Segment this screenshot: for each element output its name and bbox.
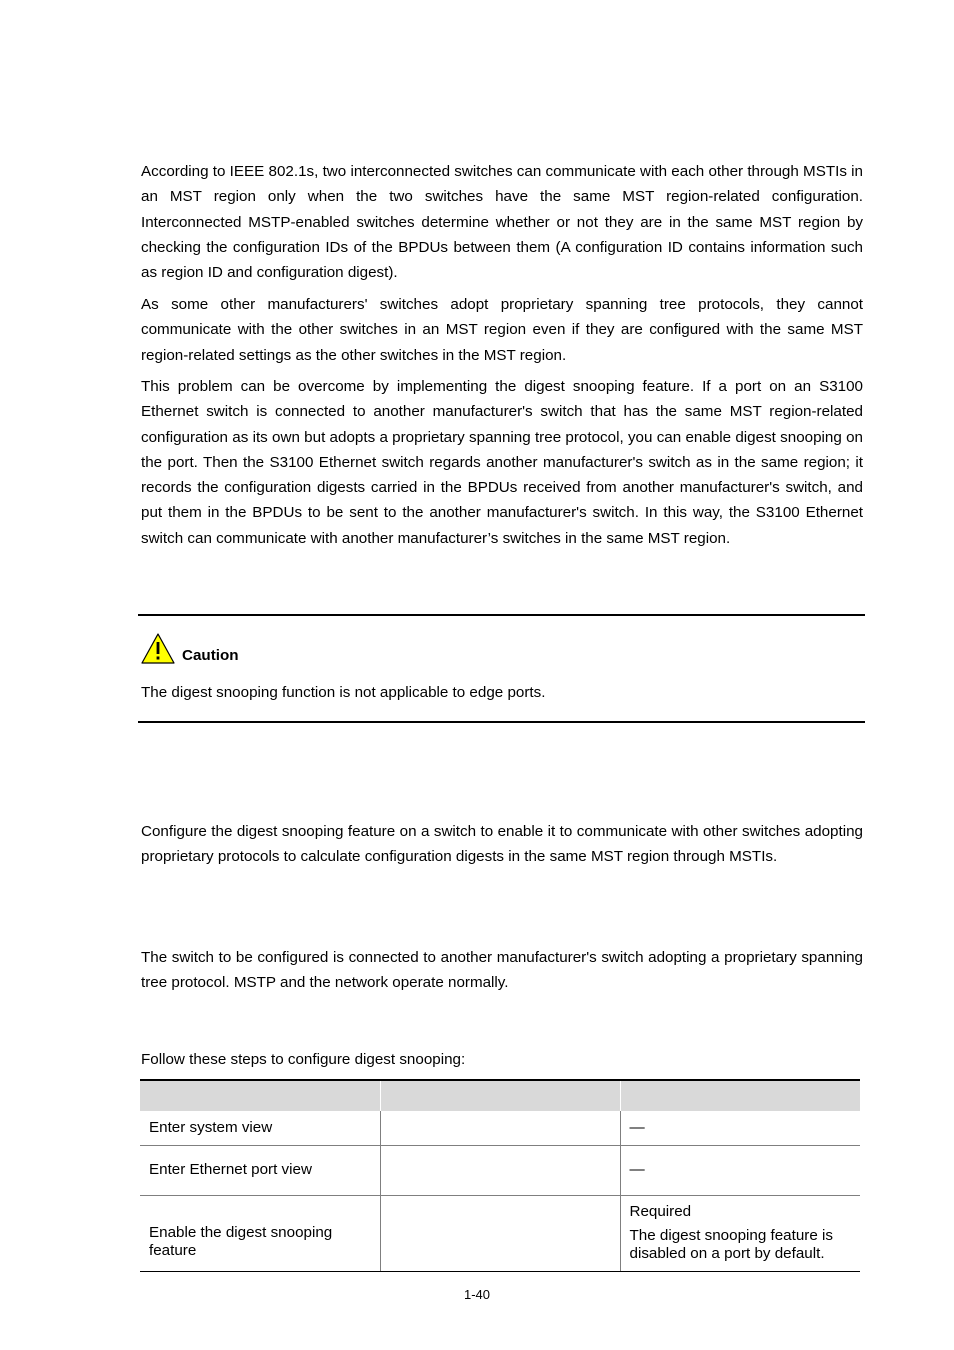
remarks-cell (620, 1145, 860, 1195)
configuration-steps-table (140, 1079, 860, 1272)
procedure-intro: Follow these steps to configure digest snooping: (141, 1051, 466, 1068)
table-row (140, 1111, 860, 1145)
command-cell (380, 1145, 620, 1195)
caution-label: Caution (182, 647, 239, 664)
header-remarks (620, 1080, 860, 1111)
table-header-row (140, 1080, 860, 1111)
caution-bottom-rule (138, 721, 865, 723)
header-command (380, 1080, 620, 1111)
command-cell (380, 1195, 620, 1271)
intro-paragraph: According to IEEE 802.1s, two interconnected switches can communicate with each other through MSTIs in an MST region only when the two switches have the same MST region-related configuration. Interconnected MSTP-enabled switches determine whether or not they are in the same MST region by checking the configuration IDs of the BPDUs between them (A configuration ID contains information such as region ID and configuration digest). (141, 163, 863, 282)
header-operation (140, 1080, 380, 1111)
operation-cell: Enter system view (140, 1111, 380, 1145)
page-number: 1-40 (463, 1287, 491, 1302)
digest-snooping-paragraph: This problem can be overcome by implementing the digest snooping feature. If a port on an S3100 Ethernet switch is connected to another manufacturer's switch that has the same MST region-related configuration as its own but adopts a proprietary spanning tree protocol, you can enable digest snooping on the port. Then the S3100 Ethernet switch regards another manufacturer's switch as in the same region; it records the configuration digests carried in the BPDUs received from another manufacturer's switch, and put them in the BPDUs to be sent to the another manufacturer's switch. In this way, the S3100 Ethernet switch can communicate with another manufacturer’s switches in the same MST region. (141, 378, 863, 547)
network-requirements-paragraph: Configure the digest snooping feature on a switch to enable it to communicate with other switches adopting proprietary protocols to calculate configuration digests in the same MST region through MSTIs. (141, 823, 863, 866)
operation-cell: Enable the digest snooping feature (140, 1195, 380, 1271)
remarks-cell (620, 1111, 860, 1145)
command-cell (380, 1111, 620, 1145)
prerequisites-paragraph: The switch to be configured is connected to another manufacturer's switch adopting a proprietary spanning tree protocol. MSTP and the network operate normally. (141, 949, 863, 992)
caution-top-rule (138, 614, 865, 616)
remark-default: The digest snooping feature is disabled on a port by default. (629, 1227, 833, 1262)
caution-text: The digest snooping function is not applicable to edge ports. (141, 684, 546, 701)
manufacturers-paragraph: As some other manufacturers' switches adopt proprietary spanning tree protocols, they cannot communicate with the other switches in an MST region even if they are configured with the same MST region-related settings as the other switches in the MST region. (141, 296, 863, 364)
remarks-cell (620, 1195, 860, 1271)
table-row (140, 1145, 860, 1195)
operation-cell: Enter Ethernet port view (140, 1145, 380, 1195)
remark-text: — (629, 1161, 645, 1178)
warning-triangle-icon (141, 632, 175, 664)
remark-required: Required (629, 1203, 692, 1220)
remark-text: — (629, 1118, 645, 1136)
table-row (140, 1195, 860, 1271)
